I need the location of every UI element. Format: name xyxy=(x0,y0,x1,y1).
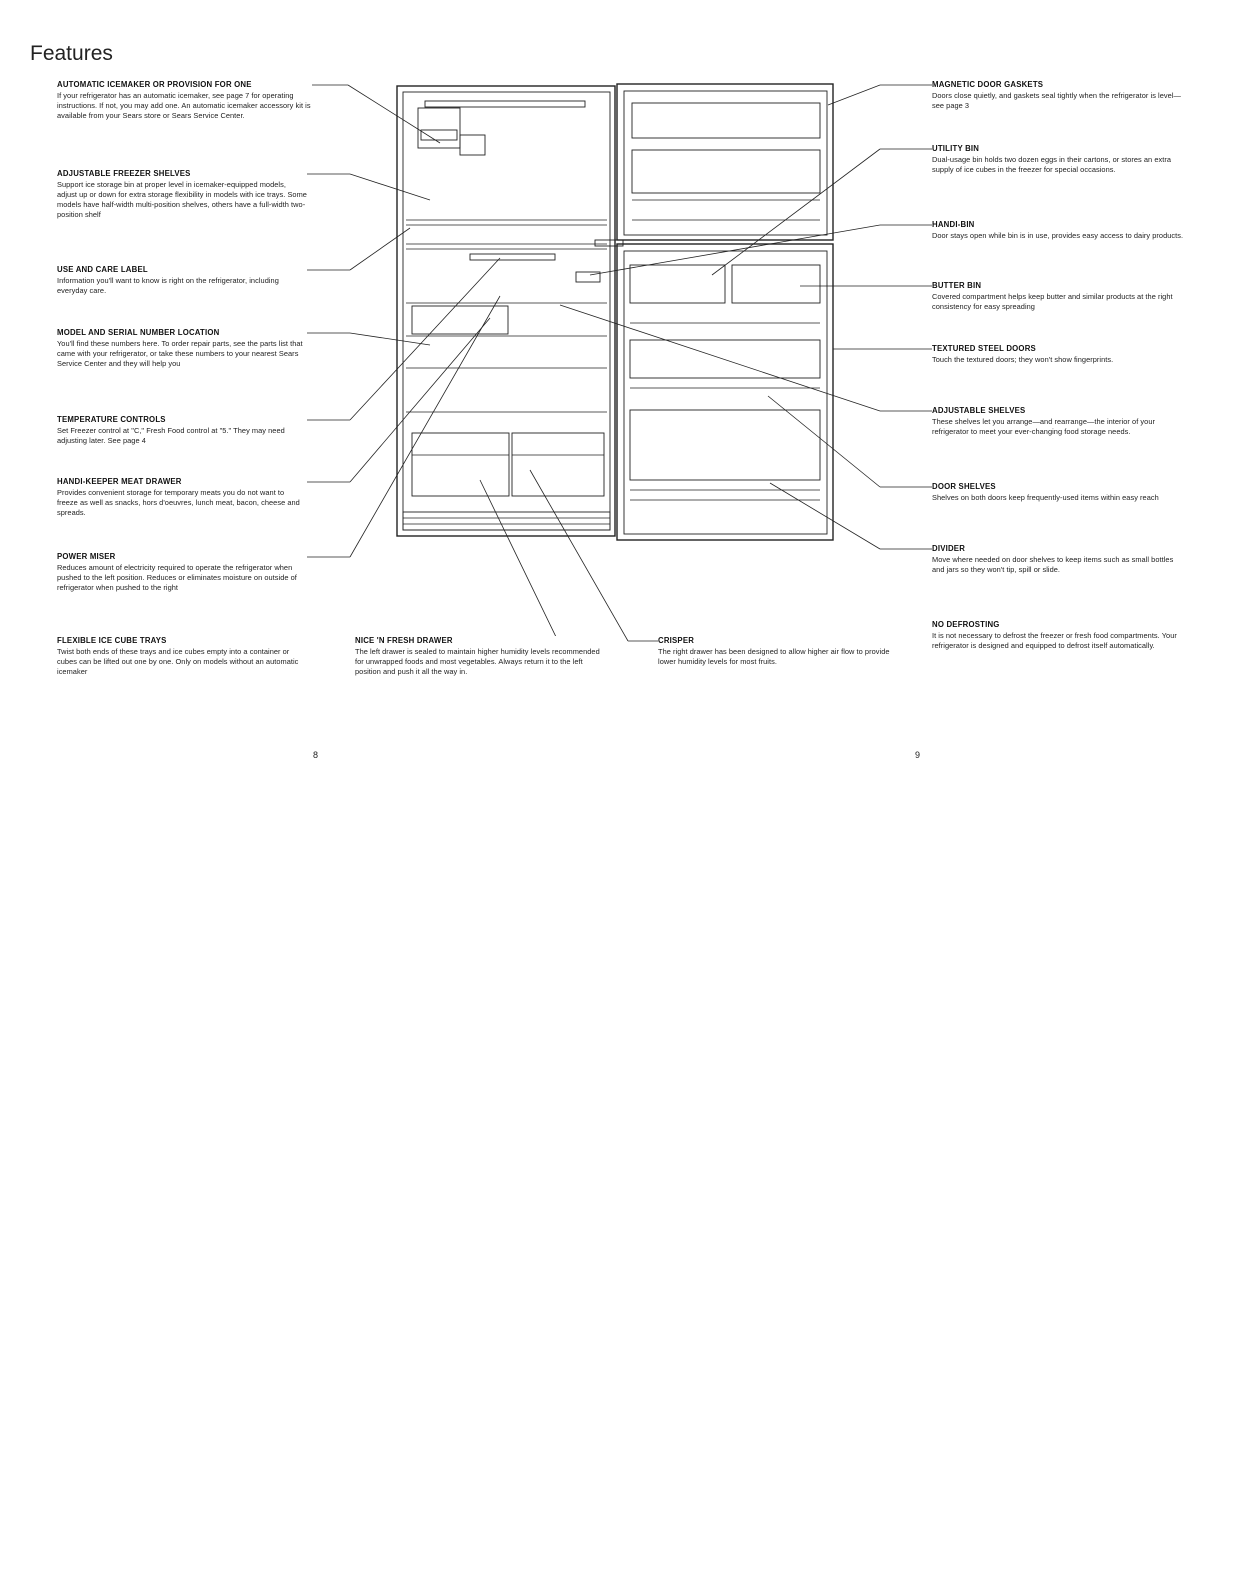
feature-body: The right drawer has been designed to allow higher air flow to provide lower humidity levels for most fruits. xyxy=(658,646,890,666)
feature-ice-cube-trays xyxy=(57,636,307,677)
feature-body: Reduces amount of electricity required to operate the refrigerator when pushed to the left position. Reduces or eliminates moisture on outside of refrigerator when pushed to the right xyxy=(57,562,297,593)
feature-title: FLEXIBLE ICE CUBE TRAYS xyxy=(57,636,307,647)
feature-use-care-label xyxy=(57,265,307,296)
feature-adjustable-shelves xyxy=(932,406,1187,437)
feature-title: TEMPERATURE CONTROLS xyxy=(57,415,307,426)
feature-title: POWER MISER xyxy=(57,552,307,563)
feature-body: The left drawer is sealed to maintain higher humidity levels recommended for unwrapped foods and most vegetables. Always return it to the left position and push it all the way in. xyxy=(355,646,600,677)
feature-body: These shelves let you arrange—and rearrange—the interior of your refrigerator to meet your ever-changing food storage needs. xyxy=(932,416,1155,436)
feature-body: Move where needed on door shelves to keep items such as small bottles and jars so they won't tip, spill or slide. xyxy=(932,554,1174,574)
doors xyxy=(595,84,833,540)
feature-power-miser xyxy=(57,552,307,593)
feature-body: Door stays open while bin is in use, provides easy access to dairy products. xyxy=(932,230,1184,240)
feature-title: AUTOMATIC ICEMAKER OR PROVISION FOR ONE xyxy=(57,80,312,91)
feature-title: USE AND CARE LABEL xyxy=(57,265,307,276)
feature-body: Doors close quietly, and gaskets seal tightly when the refrigerator is level—see page 3 xyxy=(932,90,1181,110)
feature-title: BUTTER BIN xyxy=(932,281,1187,292)
feature-butter-bin xyxy=(932,281,1187,312)
feature-title: UTILITY BIN xyxy=(932,144,1187,155)
feature-meat-drawer xyxy=(57,477,307,518)
feature-body: You'll find these numbers here. To order repair parts, see the parts list that came with your refrigerator, or take these numbers to your nearest Sears Service Center and they will help you xyxy=(57,338,303,369)
feature-body: It is not necessary to defrost the freezer or fresh food compartments. Your refrigerator is designed and equipped to defrost itself automatically. xyxy=(932,630,1177,650)
feature-model-serial xyxy=(57,328,307,369)
feature-body: Set Freezer control at "C," Fresh Food control at "5." They may need adjusting later. See page 4 xyxy=(57,425,285,445)
feature-nice-n-fresh-drawer xyxy=(355,636,605,677)
feature-door-gaskets xyxy=(932,80,1187,111)
feature-body: Touch the textured doors; they won't show fingerprints. xyxy=(932,354,1114,364)
feature-temperature-controls xyxy=(57,415,307,446)
feature-crisper xyxy=(658,636,908,667)
feature-title: HANDI-KEEPER MEAT DRAWER xyxy=(57,477,307,488)
feature-title: DOOR SHELVES xyxy=(932,482,1187,493)
feature-body: Covered compartment helps keep butter and similar products at the right consistency for easy spreading xyxy=(932,291,1173,311)
page-number-right: 9 xyxy=(915,750,921,760)
feature-title: DIVIDER xyxy=(932,544,1187,555)
feature-body: Shelves on both doors keep frequently-used items within easy reach xyxy=(932,492,1159,502)
feature-title: NICE 'N FRESH DRAWER xyxy=(355,636,605,647)
feature-title: ADJUSTABLE FREEZER SHELVES xyxy=(57,169,307,180)
feature-body: Dual-usage bin holds two dozen eggs in their cartons, or stores an extra supply of ice cubes in the freezer for special occasions. xyxy=(932,154,1171,174)
feature-body: Provides convenient storage for temporary meats you do not want to freeze as well as snacks, hors d'oeuvres, lunch meat, bacon, cheese and spreads. xyxy=(57,487,300,518)
feature-title: TEXTURED STEEL DOORS xyxy=(932,344,1187,355)
feature-divider xyxy=(932,544,1187,575)
feature-body: If your refrigerator has an automatic icemaker, see page 7 for operating instructions. If not, you may add one. An automatic icemaker accessory kit is available from your Sears store or Sears Service Center. xyxy=(57,90,311,121)
feature-title: MAGNETIC DOOR GASKETS xyxy=(932,80,1187,91)
page-title: Features xyxy=(30,42,113,65)
feature-textured-doors xyxy=(932,344,1187,365)
feature-body: Twist both ends of these trays and ice cubes empty into a container or cubes can be lifted out one by one. Only on models without an automatic icemaker xyxy=(57,646,299,677)
feature-title: CRISPER xyxy=(658,636,908,647)
feature-title: MODEL AND SERIAL NUMBER LOCATION xyxy=(57,328,307,339)
cabinet-interior xyxy=(397,86,615,536)
feature-icemaker xyxy=(57,80,312,121)
feature-handi-bin xyxy=(932,220,1187,241)
feature-freezer-shelves xyxy=(57,169,307,221)
feature-body: Support ice storage bin at proper level in icemaker-equipped models, adjust up or down for extra storage flexibility in models with ice trays. Some models have half-width multi-position shelves, others have a full-width two-position shelf xyxy=(57,179,307,220)
feature-title: ADJUSTABLE SHELVES xyxy=(932,406,1187,417)
feature-title: HANDI-BIN xyxy=(932,220,1187,231)
feature-utility-bin xyxy=(932,144,1187,175)
feature-title: NO DEFROSTING xyxy=(932,620,1187,631)
feature-door-shelves xyxy=(932,482,1187,503)
feature-no-defrosting xyxy=(932,620,1187,651)
page-number-left: 8 xyxy=(313,750,319,760)
feature-body: Information you'll want to know is right on the refrigerator, including everyday care. xyxy=(57,275,279,295)
